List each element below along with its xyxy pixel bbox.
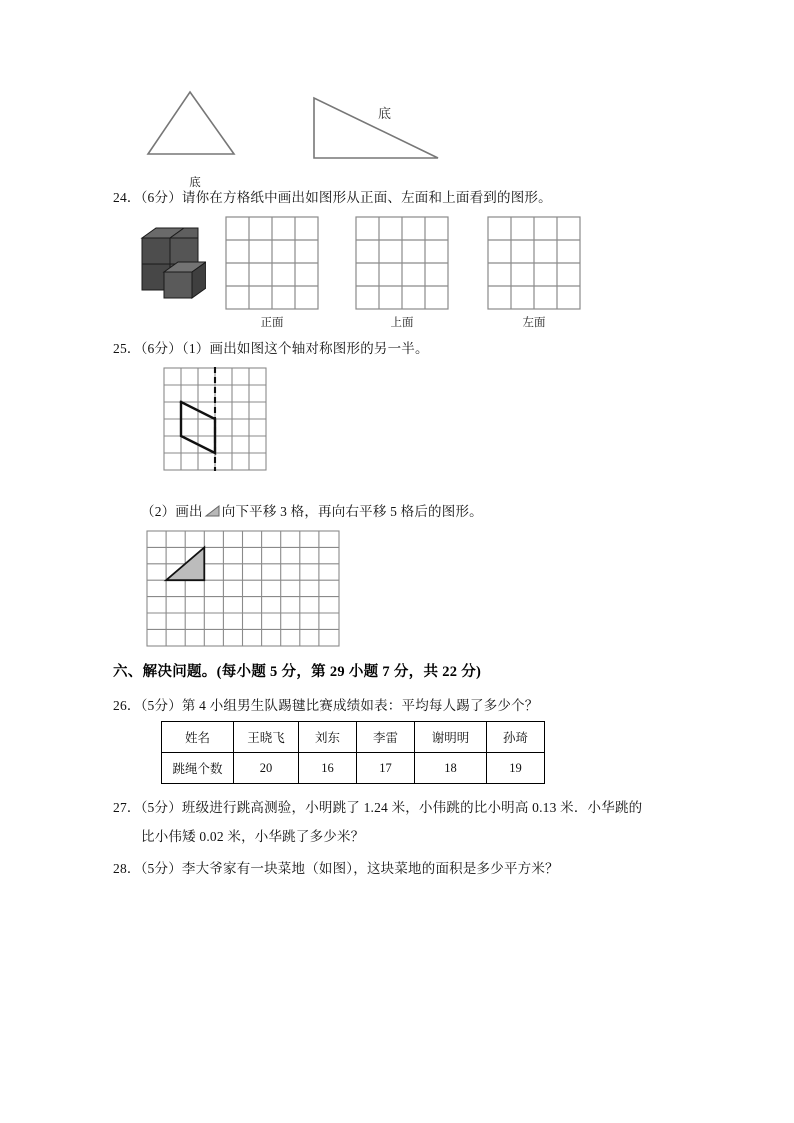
triangle-left-svg — [140, 80, 250, 175]
question-27-line1: 27．（5分）班级进行跳高测验，小明跳了 1.24 米，小伟跳的比小明高 0.13 米．小华跳的 — [113, 800, 643, 815]
question-24-text: 24．（6分）请你在方格纸中画出如图形从正面、左面和上面看到的图形。 — [113, 190, 552, 205]
cube-stack-svg — [136, 224, 206, 302]
cube-stack-figure — [136, 224, 206, 307]
grid-symmetry[interactable] — [163, 367, 267, 471]
table-cell-name-2: 刘东 — [299, 722, 357, 753]
grid-front-view-svg — [225, 216, 319, 310]
inline-triangle-icon — [204, 503, 221, 524]
table-row-counts — [162, 753, 545, 784]
table-cell-count-5: 19 — [487, 753, 545, 784]
grid-top-view[interactable] — [355, 216, 449, 310]
triangle-figure-left — [140, 80, 250, 190]
score-table — [161, 721, 545, 784]
section-heading-six: 六、解决问题。(每小题 5 分，第 29 小题 7 分，共 22 分) — [113, 664, 482, 680]
question-25-part2-line — [141, 501, 483, 524]
question-27-line2: 比小伟矮 0.02 米，小华跳了多少米？ — [141, 829, 365, 844]
grid-left-view-svg — [487, 216, 581, 310]
grid-top-view-svg — [355, 216, 449, 310]
table-cell-name-1: 王晓飞 — [234, 722, 299, 753]
question-28-text: 28．（5分）李大爷家有一块菜地（如图），这块菜地的面积是多少平方米？ — [113, 861, 559, 876]
table-cell-count-4: 18 — [415, 753, 487, 784]
grid-top-view-label: 上面 — [390, 317, 414, 329]
table-cell-name-4: 谢明明 — [415, 722, 487, 753]
table-cell-name-3: 李雷 — [357, 722, 415, 753]
row-header-name: 姓名 — [162, 722, 234, 753]
table-cell-count-2: 16 — [299, 753, 357, 784]
svg-text:底: 底 — [378, 106, 392, 121]
grid-symmetry-svg — [163, 367, 267, 471]
row-header-count: 跳绳个数 — [162, 753, 234, 784]
grid-front-view-label: 正面 — [260, 317, 284, 329]
triangle-left-base-label: 底 — [189, 177, 201, 189]
triangle-figure-right — [305, 80, 450, 180]
grid-left-view[interactable] — [487, 216, 581, 310]
question-25-part1-text: 25．（6分）（1）画出如图这个轴对称图形的另一半。 — [113, 341, 429, 356]
grid-front-view[interactable] — [225, 216, 319, 310]
table-cell-count-3: 17 — [357, 753, 415, 784]
question-25-part2-prefix: （2）画出 — [141, 504, 203, 519]
table-row-names — [162, 722, 545, 753]
grid-translation-svg — [146, 530, 340, 647]
grid-left-view-label: 左面 — [522, 317, 546, 329]
table-cell-name-5: 孙琦 — [487, 722, 545, 753]
question-26-text: 26．（5分）第 4 小组男生队踢毽比赛成绩如表：平均每人踢了多少个？ — [113, 698, 539, 713]
table-cell-count-1: 20 — [234, 753, 299, 784]
grid-translation[interactable] — [146, 530, 340, 647]
question-25-part2-suffix: 向下平移 3 格，再向右平移 5 格后的图形。 — [221, 504, 483, 519]
triangle-right-svg — [305, 80, 450, 175]
